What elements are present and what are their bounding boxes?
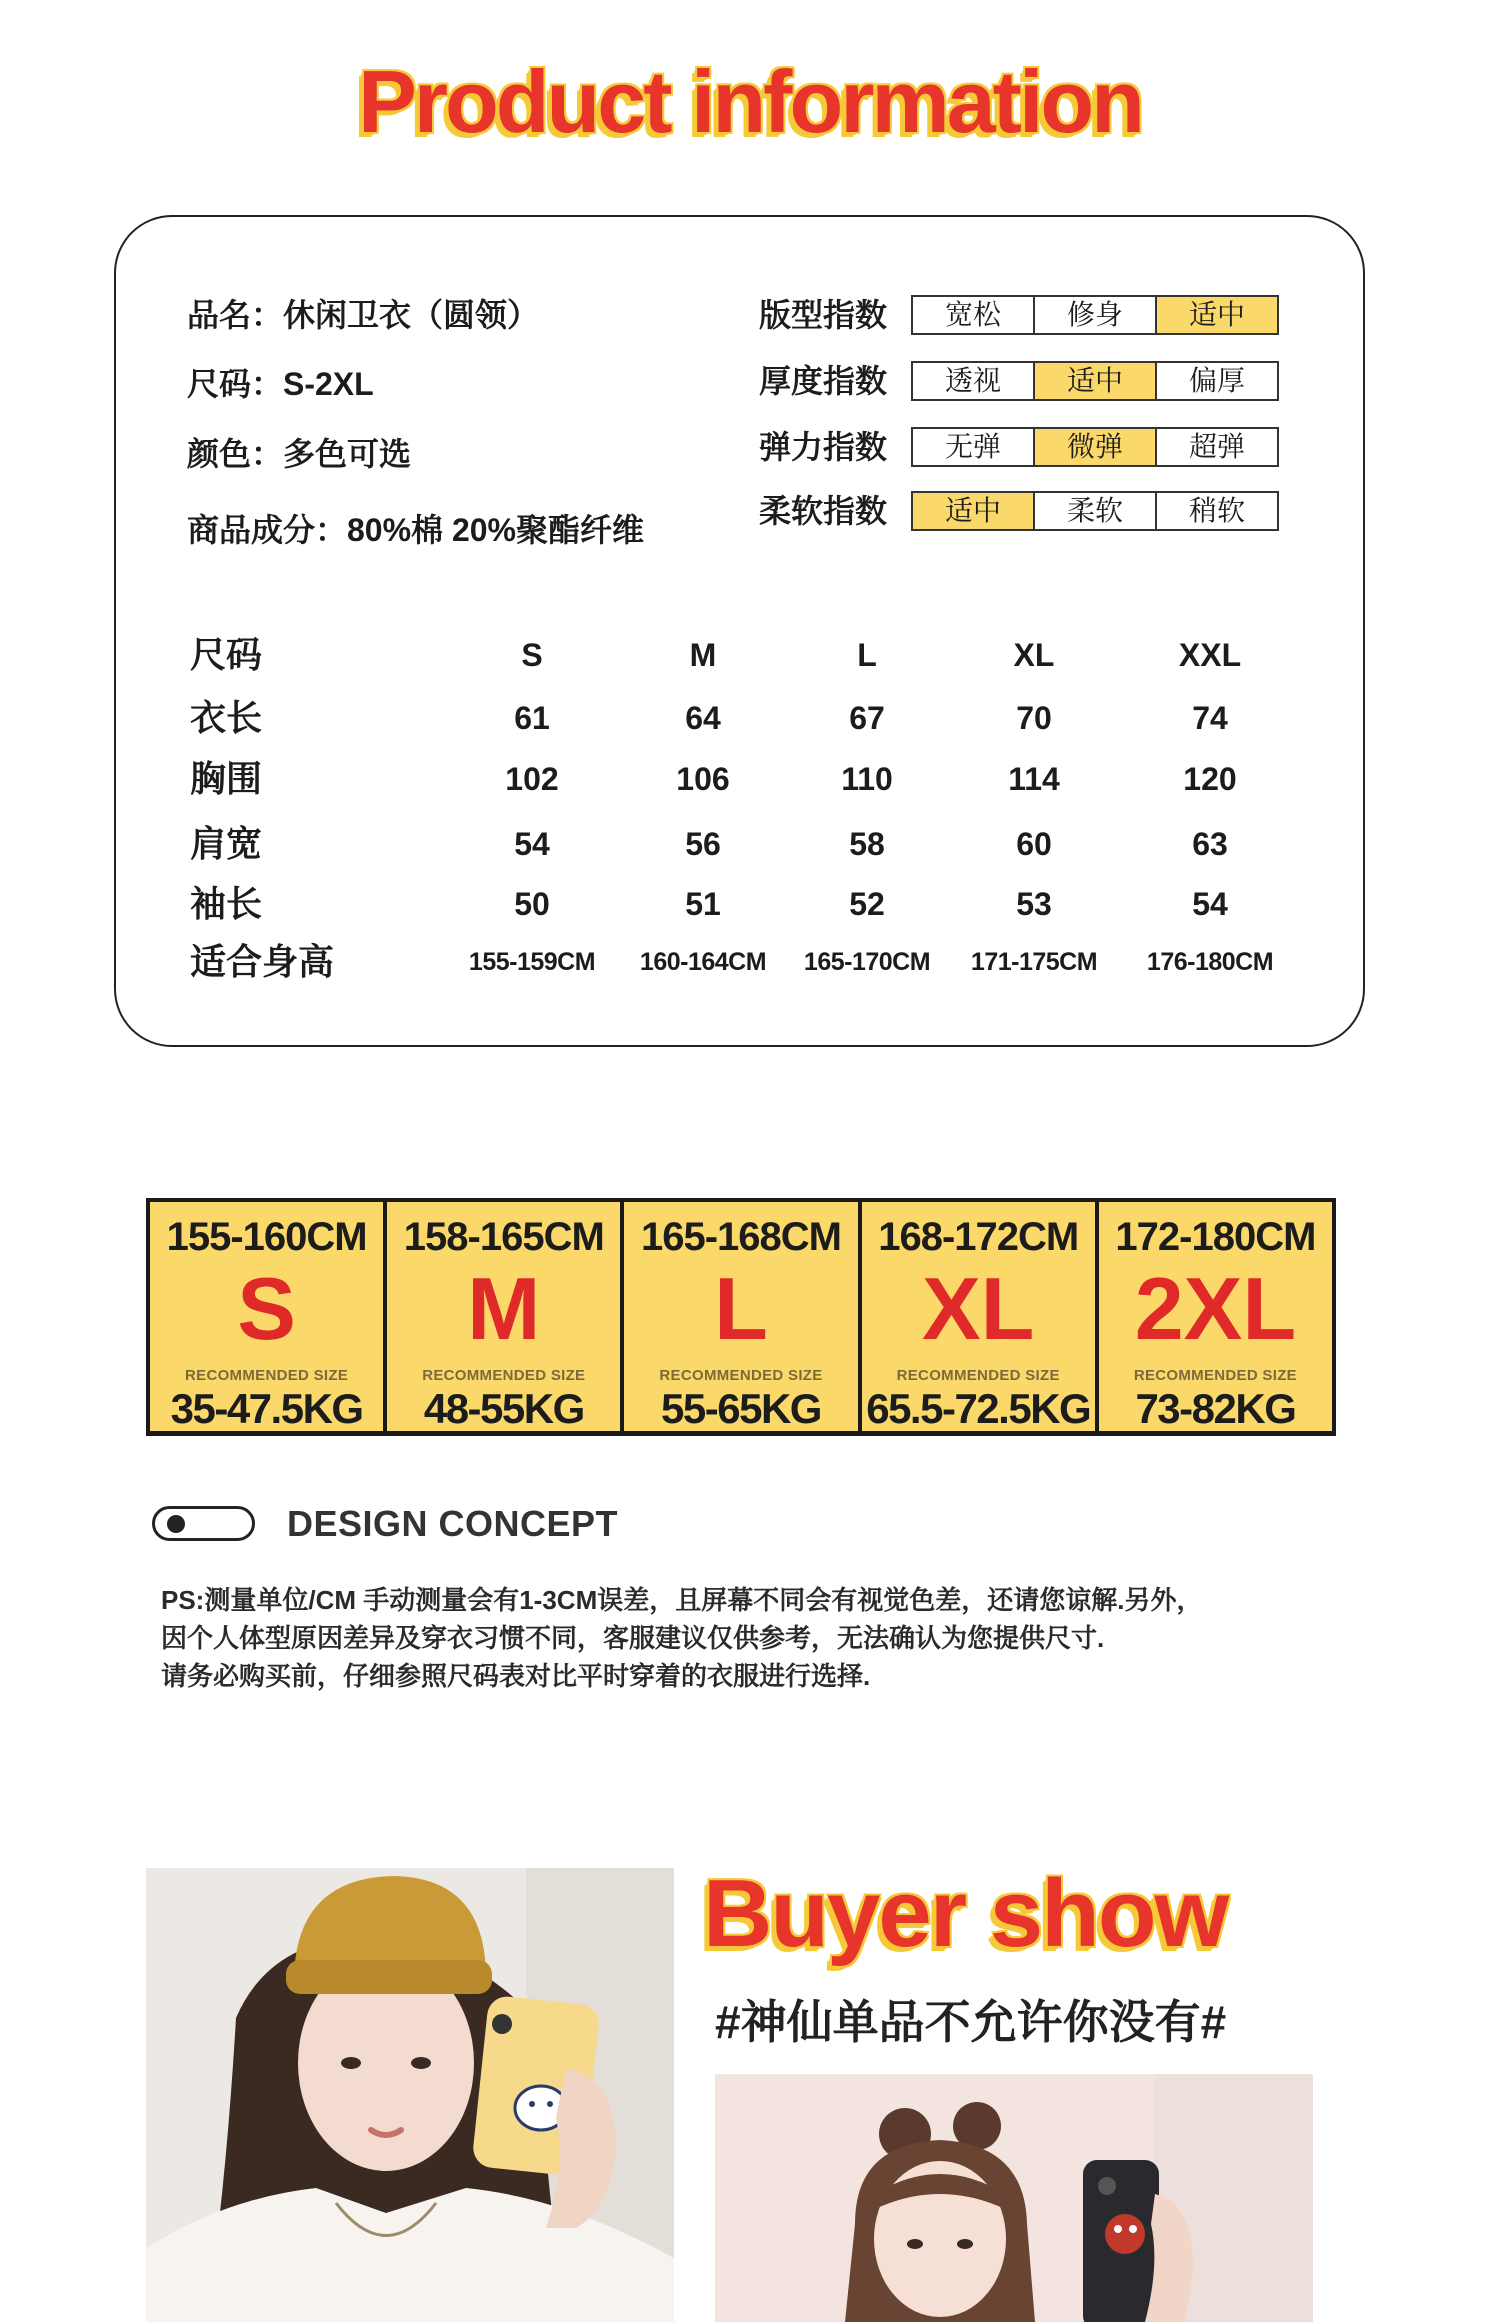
table-row — [0, 759, 1500, 799]
table-cell: 63 — [1192, 826, 1228, 862]
index-options-elasticity — [911, 427, 1279, 467]
rec-weight: 55-65KG — [661, 1385, 821, 1431]
face — [874, 2161, 1006, 2317]
table-cell: 50 — [514, 886, 550, 922]
rec-size: XL — [921, 1259, 1035, 1358]
rec-size: M — [467, 1259, 541, 1358]
table-cell: 67 — [849, 700, 885, 736]
table-cell: 165-170CM — [803, 948, 931, 976]
rec-caption: RECOMMENDED SIZE — [896, 1367, 1060, 1384]
index-options-thickness — [911, 361, 1279, 401]
rec-caption: RECOMMENDED SIZE — [659, 1367, 823, 1384]
buyer-photo-1-illustration — [146, 1868, 674, 2322]
rec-height: 158-165CM — [403, 1215, 604, 1259]
index-option: 透视 — [911, 361, 1035, 401]
size-recommendation-l — [620, 1202, 857, 1431]
buyer-photo-1 — [146, 1868, 674, 2322]
index-label-softness: 柔软指数 — [759, 493, 888, 529]
toggle-icon — [152, 1506, 255, 1541]
toggle-knob — [167, 1515, 185, 1533]
info-color: 颜色：多色可选 — [187, 436, 412, 472]
table-cell: 106 — [676, 761, 730, 797]
index-option-selected: 适中 — [1033, 361, 1157, 401]
index-options-softness — [911, 491, 1279, 531]
size-column-header: M — [689, 637, 717, 673]
index-label-thickness: 厚度指数 — [759, 363, 888, 399]
table-cell: 54 — [1192, 886, 1228, 922]
design-concept-title: DESIGN CONCEPT — [287, 1503, 619, 1544]
size-recommendation-2xl — [1095, 1202, 1332, 1431]
info-composition: 商品成分：80%棉 20%聚酯纤维 — [187, 512, 644, 548]
info-product-name: 品名：休闲卫衣（圆领） — [187, 297, 540, 333]
note-line: 因个人体型原因差异及穿衣习惯不同，客服建议仅供参考，无法确认为您提供尺寸. — [161, 1623, 1105, 1653]
rec-weight: 65.5-72.5KG — [866, 1385, 1091, 1431]
buyer-show-tagline: #神仙单品不允许你没有# — [715, 1996, 1227, 2048]
rec-size: S — [237, 1259, 296, 1358]
index-option: 修身 — [1033, 295, 1157, 335]
buyer-photo-2 — [715, 2074, 1313, 2322]
size-table-header-label: 尺码 — [190, 634, 263, 675]
table-row — [0, 698, 1500, 738]
index-option: 超弹 — [1155, 427, 1279, 467]
rec-weight: 35-47.5KG — [170, 1385, 363, 1431]
rec-caption: RECOMMENDED SIZE — [185, 1367, 349, 1384]
table-cell: 58 — [849, 826, 885, 862]
size-recommendation-m — [383, 1202, 620, 1431]
size-recommendation-xl — [858, 1202, 1095, 1431]
index-option-selected: 适中 — [1155, 295, 1279, 335]
table-cell: 52 — [849, 886, 885, 922]
table-cell: 61 — [514, 700, 550, 736]
phone — [1083, 2160, 1159, 2322]
rec-size: L — [714, 1259, 768, 1358]
size-table-header — [0, 635, 1500, 675]
row-label: 适合身高 — [190, 941, 335, 982]
size-column-header: L — [857, 637, 877, 673]
note-line: PS:测量单位/CM 手动测量会有1-3CM误差，且屏幕不同会有视觉色差，还请您谅解.另外， — [161, 1585, 1203, 1615]
size-recommendation-s — [150, 1202, 383, 1431]
index-label-elasticity: 弹力指数 — [759, 429, 888, 465]
row-label: 袖长 — [190, 883, 263, 924]
size-column-header: XL — [1013, 637, 1055, 673]
row-label: 胸围 — [190, 758, 263, 799]
size-recommendation-strip — [146, 1198, 1336, 1436]
buyer-show-title: Buyer show — [703, 1860, 1228, 1967]
index-option: 无弹 — [911, 427, 1035, 467]
row-label: 肩宽 — [190, 823, 263, 864]
table-cell: 51 — [685, 886, 721, 922]
rec-weight: 48-55KG — [423, 1385, 584, 1431]
index-option-selected: 适中 — [911, 491, 1035, 531]
table-cell: 53 — [1016, 886, 1052, 922]
index-option: 偏厚 — [1155, 361, 1279, 401]
size-column-header: S — [521, 637, 543, 673]
index-option-selected: 微弹 — [1033, 427, 1157, 467]
row-label: 衣长 — [190, 697, 263, 738]
table-cell: 120 — [1183, 761, 1237, 797]
index-label-fit: 版型指数 — [759, 297, 888, 333]
rec-weight: 73-82KG — [1135, 1385, 1296, 1431]
table-row — [0, 884, 1500, 924]
table-cell: 102 — [505, 761, 559, 797]
note-line: 请务必购买前，仔细参照尺码表对比平时穿着的衣服进行选择. — [161, 1661, 871, 1691]
rec-height: 168-172CM — [878, 1215, 1079, 1259]
buyer-photo-2-illustration — [715, 2074, 1313, 2322]
index-options-fit — [911, 295, 1279, 335]
index-option: 稍软 — [1155, 491, 1279, 531]
rec-height: 172-180CM — [1115, 1215, 1316, 1259]
page-title: Product information — [358, 52, 1142, 151]
rec-height: 155-160CM — [166, 1215, 367, 1259]
table-cell: 60 — [1016, 826, 1052, 862]
table-cell: 56 — [685, 826, 721, 862]
table-cell: 160-164CM — [639, 948, 767, 976]
index-option: 柔软 — [1033, 491, 1157, 531]
rec-size: 2XL — [1134, 1259, 1297, 1358]
table-cell: 70 — [1016, 700, 1052, 736]
table-cell: 74 — [1192, 700, 1228, 736]
table-cell: 110 — [841, 761, 893, 797]
rec-caption: RECOMMENDED SIZE — [1133, 1367, 1297, 1384]
table-cell: 155-159CM — [468, 948, 596, 976]
index-option: 宽松 — [911, 295, 1035, 335]
rec-height: 165-168CM — [641, 1215, 842, 1259]
table-cell: 54 — [514, 826, 550, 862]
table-cell: 171-175CM — [970, 948, 1098, 976]
table-cell: 64 — [685, 700, 721, 736]
rec-caption: RECOMMENDED SIZE — [422, 1367, 586, 1384]
table-row — [0, 824, 1500, 864]
table-cell: 176-180CM — [1146, 948, 1274, 976]
table-cell: 114 — [1008, 761, 1060, 797]
size-column-header: XXL — [1178, 637, 1242, 673]
table-row — [0, 942, 1500, 982]
info-size-range: 尺码：S-2XL — [187, 366, 374, 402]
